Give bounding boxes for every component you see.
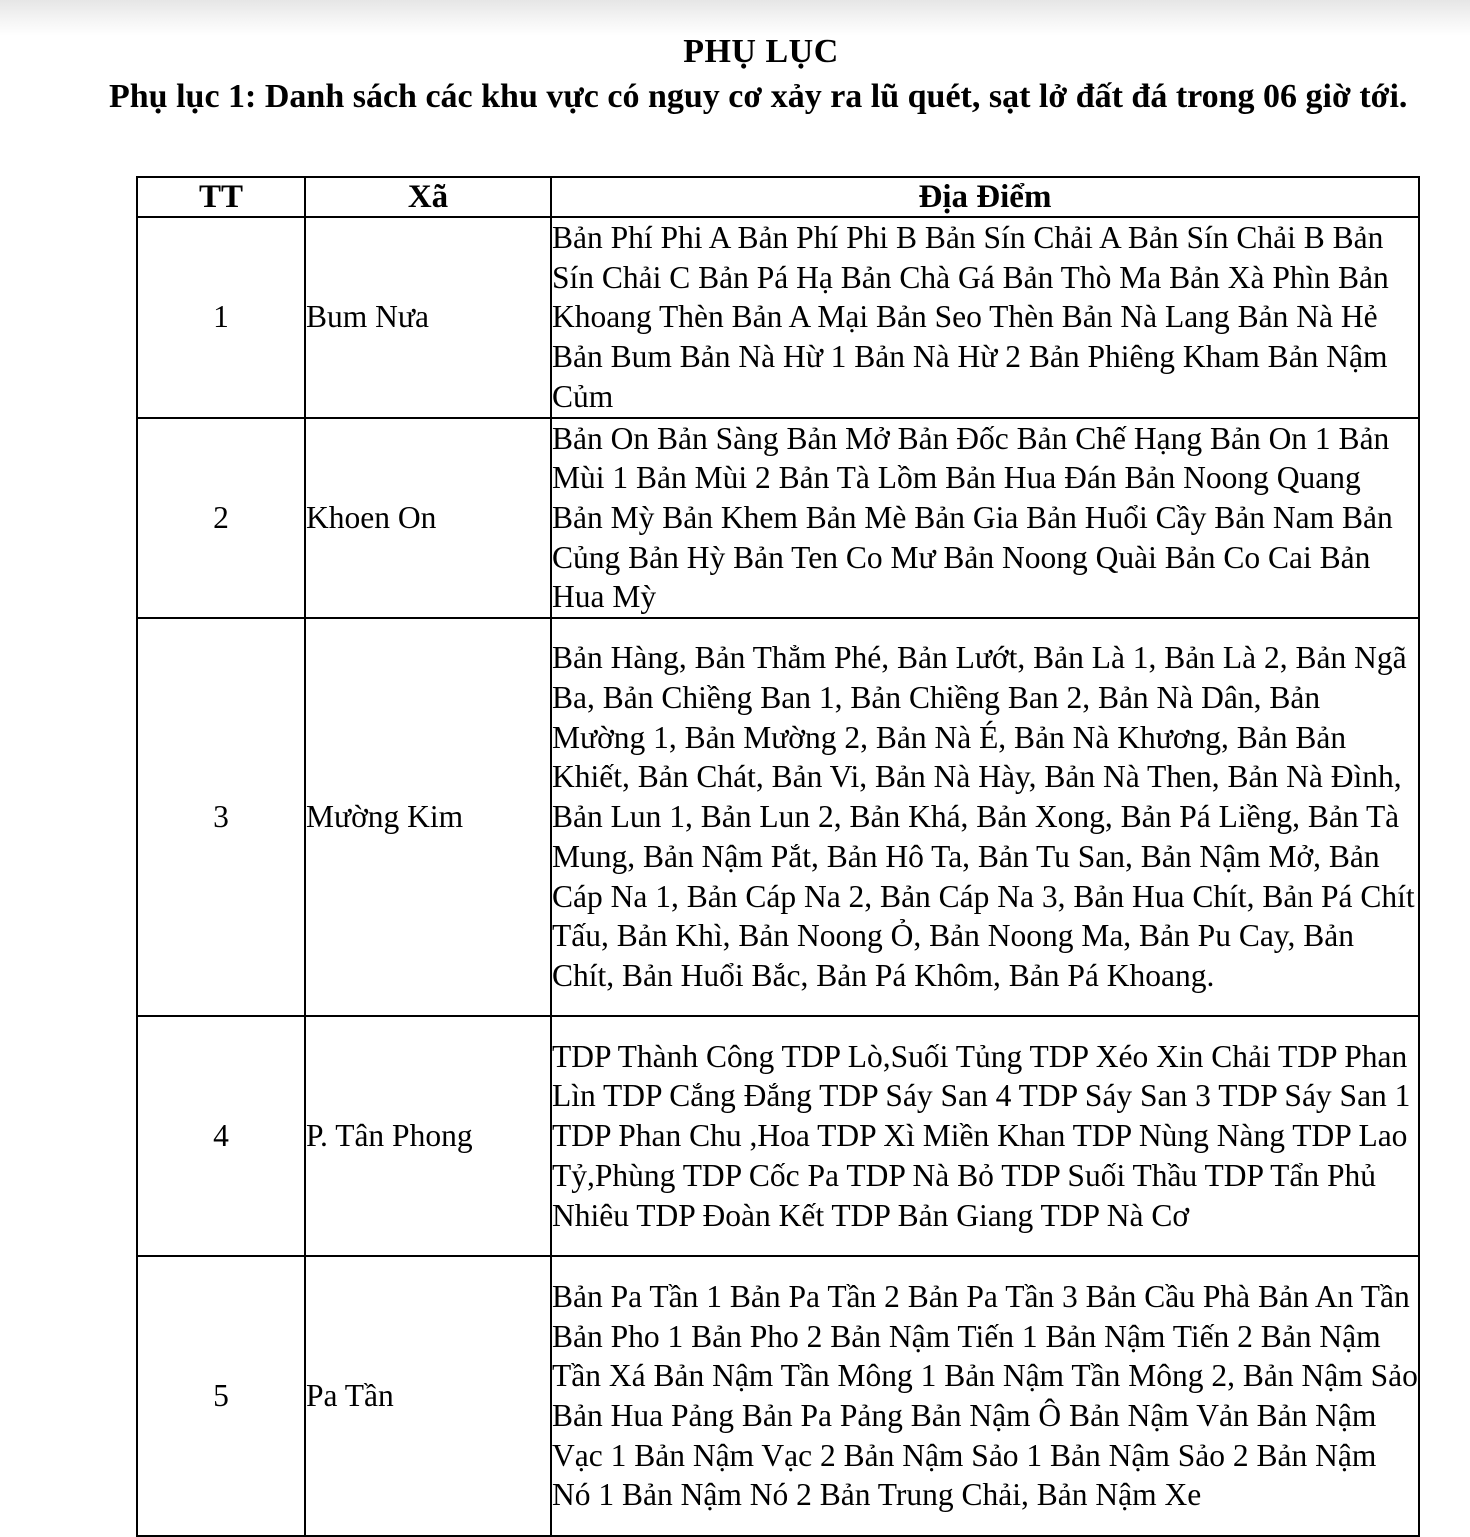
cell-tt: 2	[137, 418, 305, 619]
cell-tt: 3	[137, 618, 305, 1016]
cell-dia-diem: Bản On Bản Sàng Bản Mở Bản Đốc Bản Chế Hạng Bản On 1 Bản Mùi 1 Bản Mùi 2 Bản Tà Lồm Bản Hua Đán Bản Noong Quang Bản Mỳ Bản Khem Bản Mè Bản Gia Bản Huổi Cầy Bản Nam Bản Củng Bản Hỳ Bản Ten Co Mư Bản Noong Quài Bản Co Cai Bản Hua Mỳ	[551, 418, 1419, 619]
table-row	[137, 217, 1419, 418]
cell-dia-diem: TDP Thành Công TDP Lò,Suối Tủng TDP Xéo Xin Chải TDP Phan Lìn TDP Cắng Đắng TDP Sáy San 4 TDP Sáy San 3 TDP Sáy San 1 TDP Phan Chu ,Hoa TDP Xì Miền Khan TDP Nùng Nàng TDP Lao Tỷ,Phùng TDP Cốc Pa TDP Nà Bỏ TDP Suối Thầu TDP Tẩn Phủ Nhiêu TDP Đoàn Kết TDP Bản Giang TDP Nà Cơ	[551, 1016, 1419, 1256]
table-row	[137, 1016, 1419, 1256]
table-row	[137, 618, 1419, 1016]
cell-xa: P. Tân Phong	[305, 1016, 551, 1256]
cell-xa: Bum Nưa	[305, 217, 551, 418]
cell-dia-diem: Bản Pa Tần 1 Bản Pa Tần 2 Bản Pa Tần 3 Bản Cầu Phà Bản An Tần Bản Pho 1 Bản Pho 2 Bản Nậm Tiến 1 Bản Nậm Tiến 2 Bản Nậm Tần Xá Bản Nậm Tần Mông 1 Bản Nậm Tần Mông 2, Bản Nậm Sảo Bản Hua Pảng Bản Pa Pảng Bản Nậm Ô Bản Nậm Vản Bản Nậm Vạc 1 Bản Nậm Vạc 2 Bản Nậm Sảo 1 Bản Nậm Sảo 2 Bản Nậm Nó 1 Bản Nậm Nó 2 Bản Trung Chải, Bản Nậm Xe	[551, 1256, 1419, 1536]
cell-xa: Pa Tần	[305, 1256, 551, 1536]
header-tt: TT	[137, 177, 305, 217]
header-xa: Xã	[305, 177, 551, 217]
cell-xa: Khoen On	[305, 418, 551, 619]
header-dia-diem: Địa Điểm	[551, 177, 1419, 217]
cell-xa: Mường Kim	[305, 618, 551, 1016]
table-row	[137, 1256, 1419, 1536]
cell-tt: 4	[137, 1016, 305, 1256]
cell-dia-diem: Bản Phí Phi A Bản Phí Phi B Bản Sín Chải A Bản Sín Chải B Bản Sín Chải C Bản Pá Hạ Bản Chà Gá Bản Thò Ma Bản Xà Phìn Bản Khoang Thèn Bản A Mại Bản Seo Thèn Bản Nà Lang Bản Nà Hẻ Bản Bum Bản Nà Hừ 1 Bản Nà Hừ 2 Bản Phiêng Kham Bản Nậm Củm	[551, 217, 1419, 418]
cell-tt: 1	[137, 217, 305, 418]
risk-area-table	[136, 176, 1420, 1537]
table-header-row	[137, 177, 1419, 217]
viewer-top-edge	[0, 0, 1470, 36]
cell-tt: 5	[137, 1256, 305, 1536]
appendix-subtitle: Phụ lục 1: Danh sách các khu vực có nguy cơ xảy ra lũ quét, sạt lở đất đá trong 06 giờ tới.	[109, 78, 1408, 115]
cell-dia-diem: Bản Hàng, Bản Thẳm Phé, Bản Lướt, Bản Là 1, Bản Là 2, Bản Ngã Ba, Bản Chiềng Ban 1, Bản Chiềng Ban 2, Bản Nà Dân, Bản Mường 1, Bản Mường 2, Bản Nà É, Bản Nà Khương, Bản Bản Khiết, Bản Chát, Bản Vi, Bản Nà Hày, Bản Nà Then, Bản Nà Đình, Bản Lun 1, Bản Lun 2, Bản Khá, Bản Xong, Bản Pá Liềng, Bản Tà Mung, Bản Nậm Pắt, Bản Hô Ta, Bản Tu San, Bản Nậm Mở, Bản Cáp Na 1, Bản Cáp Na 2, Bản Cáp Na 3, Bản Hua Chít, Bản Pá Chít Tấu, Bản Khì, Bản Noong Ỏ, Bản Noong Ma, Bản Pu Cay, Bản Chít, Bản Huổi Bắc, Bản Pá Khôm, Bản Pá Khoang.	[551, 618, 1419, 1016]
page-title: PHỤ LỤC	[683, 33, 839, 70]
table-row	[137, 418, 1419, 619]
